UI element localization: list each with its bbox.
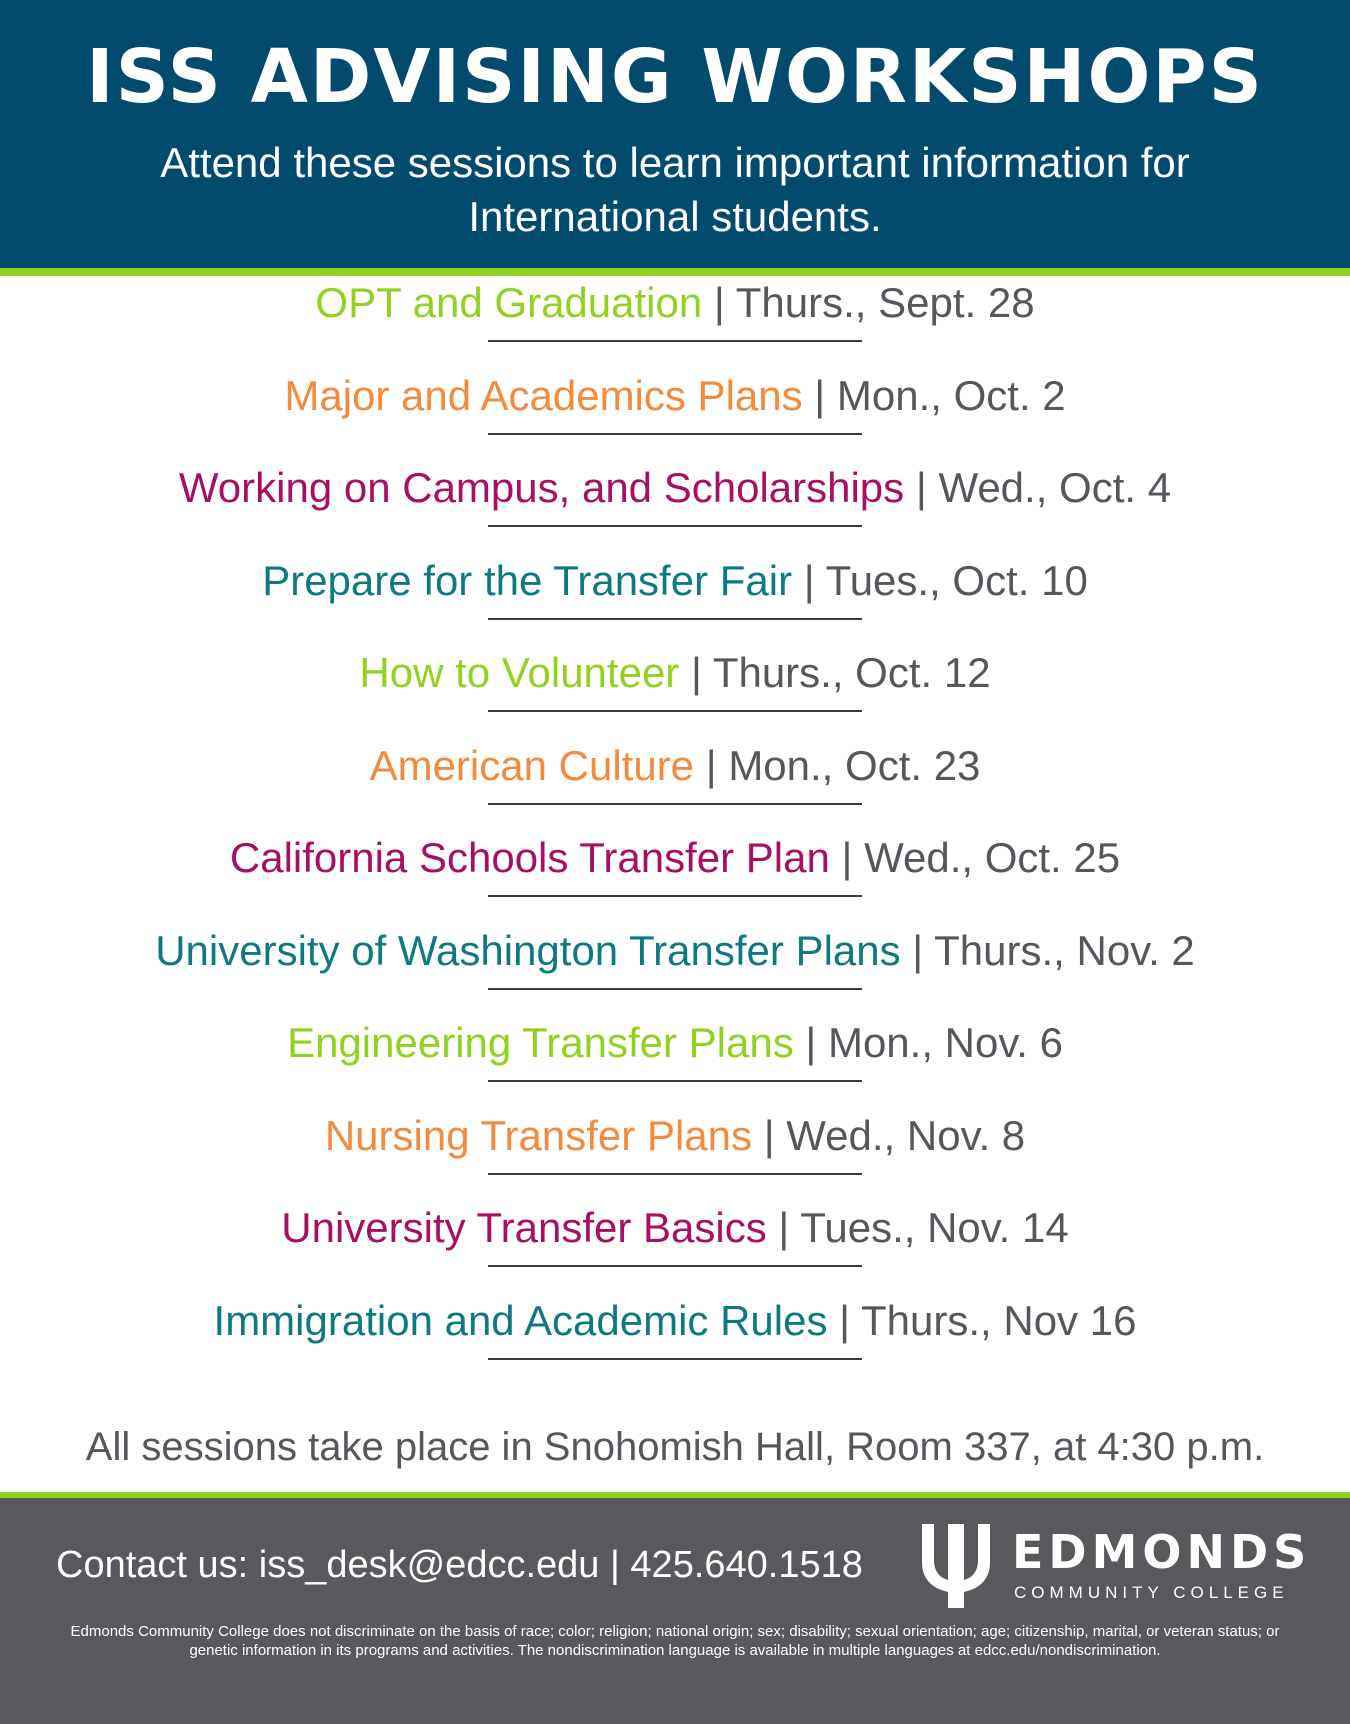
session-separator: | [841,834,853,881]
session-row [0,1203,1350,1253]
session-title: Working on Campus, and Scholarships [178,464,905,511]
session-row [0,463,1350,513]
session-separator: | [713,279,725,326]
session-title: Major and Academics Plans [284,371,803,419]
session-divider [488,1080,862,1082]
header-banner [0,0,1350,268]
contact-line [56,1540,863,1590]
session-title: Immigration and Academic Rules [213,1296,828,1344]
session-separator: | [705,741,717,789]
page-subtitle: Attend these sessions to learn important information for International students. [160,139,1190,240]
session-row [0,833,1350,883]
phone-number[interactable]: 425.640.1518 [630,1544,863,1586]
session-divider [488,1358,862,1360]
session-title: Prepare for the Transfer Fair [262,556,793,604]
session-date: Mon., Nov. 6 [827,1019,1063,1066]
session-separator: | [803,556,815,604]
session-divider [488,525,862,527]
session-divider [488,803,862,805]
contact-label: Contact us: [56,1544,259,1586]
session-row [0,278,1350,328]
session-divider [488,988,862,990]
top-accent-rule [0,268,1350,276]
session-divider [488,1265,862,1267]
session-title: California Schools Transfer Plan [229,834,830,881]
session-date: Thurs., Nov. 2 [934,926,1195,974]
session-separator: | [778,1204,790,1251]
session-divider [488,710,862,712]
session-date: Thurs., Nov 16 [861,1296,1137,1344]
session-row [0,556,1350,606]
session-date: Wed., Oct. 25 [864,834,1121,881]
session-title: American Culture [369,741,695,789]
session-date: Mon., Oct. 2 [836,371,1066,419]
session-date: Mon., Oct. 23 [728,741,981,789]
session-separator: | [690,649,702,696]
session-divider [488,1173,862,1175]
email-link[interactable]: iss_desk@edcc.edu [258,1544,600,1586]
session-separator: | [814,371,826,419]
session-divider [488,895,862,897]
session-row [0,1018,1350,1068]
edmonds-logo [918,1520,1312,1612]
session-row [0,741,1350,791]
footer [0,1498,1350,1724]
session-date: Tues., Nov. 14 [800,1204,1069,1251]
session-separator: | [805,1019,817,1066]
session-date: Thurs., Sept. 28 [735,279,1035,326]
session-title: University Transfer Basics [281,1204,767,1251]
session-title: University of Washington Transfer Plans [155,926,901,974]
session-title: How to Volunteer [359,649,680,696]
session-separator: | [763,1111,775,1159]
logo-wordmark: EDMONDS [1012,1525,1312,1579]
logo-subtitle: COMMUNITY COLLEGE [1014,1583,1289,1602]
session-row [0,1296,1350,1346]
nondiscrimination-notice: Edmonds Community College does not discriminate on the basis of race; color; religion; national origin; sex; disability; sexual orientation; age; citizenship, marital, or veteran status; or genetic information in its programs and activities. The nondiscrimination language is available in multiple languages at edcc.edu/nondiscrimination. [70,1623,1280,1659]
session-row [0,648,1350,698]
session-separator: | [915,464,927,511]
contact-separator: | [599,1544,631,1586]
session-divider [488,340,862,342]
page-title: ISS ADVISING WORKSHOPS [86,34,1264,120]
session-separator: | [839,1296,851,1344]
location-note: All sessions take place in Snohomish Hall, Room 337, at 4:30 p.m. [85,1425,1265,1469]
session-row [0,926,1350,976]
session-row [0,371,1350,421]
session-title: Engineering Transfer Plans [287,1019,794,1066]
session-date: Wed., Nov. 8 [786,1111,1026,1159]
session-separator: | [912,926,924,974]
session-title: Nursing Transfer Plans [324,1111,753,1159]
session-title: OPT and Graduation [315,279,703,326]
session-date: Wed., Oct. 4 [938,464,1172,511]
session-divider [488,618,862,620]
session-date: Thurs., Oct. 12 [712,649,991,696]
session-divider [488,433,862,435]
session-date: Tues., Oct. 10 [825,556,1088,604]
session-row [0,1111,1350,1161]
trident-icon [918,1520,994,1612]
